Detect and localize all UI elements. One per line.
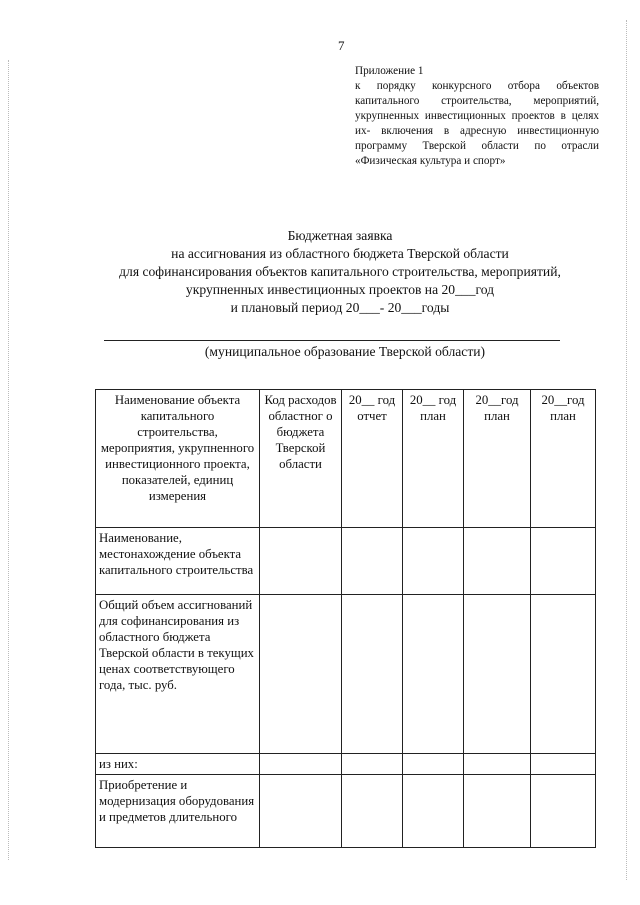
table-cell[interactable]: [403, 775, 464, 848]
table-cell[interactable]: [531, 595, 596, 754]
column-header-object: Наименование объекта капитального строительства, мероприятия, укрупненного инвестиционного проекта, показателей, единиц измерения: [96, 390, 260, 528]
table-cell[interactable]: [342, 754, 403, 775]
column-header-year-plan-1: 20__ год план: [403, 390, 464, 528]
row-label-equipment: Приобретение и модернизация оборудования и предметов длительного: [96, 775, 260, 848]
header-line-2: для софинансирования объектов капитального строительства, мероприятий,: [119, 264, 561, 279]
table-row: [96, 754, 596, 775]
table-cell[interactable]: [464, 528, 531, 595]
table-cell[interactable]: [260, 775, 342, 848]
document-title: Бюджетная заявка: [287, 228, 393, 243]
appendix-text: к порядку конкурсного отбора объектов капитального строительства, мероприятий, укрупненных инвестиционных проектов в целях их- включения в адресную инвестиционную программу Тверской области по отрасли «Физическая культура и спорт»: [355, 80, 599, 167]
table-cell[interactable]: [342, 775, 403, 848]
column-header-year-plan-2: 20__год план: [464, 390, 531, 528]
table-cell[interactable]: [342, 595, 403, 754]
column-header-code: Код расходов областног о бюджета Тверской области: [260, 390, 342, 528]
table-row: [96, 528, 596, 595]
table-cell[interactable]: [260, 595, 342, 754]
table-cell[interactable]: [260, 528, 342, 595]
table-cell[interactable]: [342, 528, 403, 595]
column-header-year-plan-3: 20__год план: [531, 390, 596, 528]
scan-edge-left: [8, 60, 9, 860]
municipality-fill-line: [104, 340, 560, 341]
table-cell[interactable]: [464, 775, 531, 848]
budget-request-table: [95, 389, 596, 848]
page-number: 7: [338, 38, 345, 53]
scan-edge-right: [626, 20, 627, 880]
municipality-caption: (муниципальное образование Тверской области): [204, 344, 486, 359]
column-header-year-report: 20__ год отчет: [342, 390, 403, 528]
table-cell[interactable]: [260, 754, 342, 775]
table-cell[interactable]: [531, 775, 596, 848]
row-label-of-them: из них:: [96, 754, 260, 775]
table-row: [96, 775, 596, 848]
table-cell[interactable]: [403, 528, 464, 595]
header-line-1: на ассигнования из областного бюджета Тверской области: [171, 246, 509, 261]
table-row: [96, 595, 596, 754]
row-label-name-location: Наименование, местонахождение объекта капитального строительства: [96, 528, 260, 595]
table-cell[interactable]: [464, 595, 531, 754]
table-cell[interactable]: [464, 754, 531, 775]
header-line-4: и плановый период 20___- 20___годы: [230, 300, 450, 315]
table-cell[interactable]: [403, 754, 464, 775]
appendix-title: Приложение 1: [355, 65, 424, 77]
table-cell[interactable]: [531, 528, 596, 595]
table-header-row: [96, 390, 596, 528]
table-cell[interactable]: [403, 595, 464, 754]
appendix-note: [355, 64, 599, 169]
document-header: [60, 227, 620, 317]
row-label-total-allocations: Общий объем ассигнований для софинансирования из областного бюджета Тверской области в текущих ценах соответствующего года, тыс. руб.: [96, 595, 260, 754]
table-cell[interactable]: [531, 754, 596, 775]
header-line-3: укрупненных инвестиционных проектов на 20___год: [185, 282, 495, 297]
